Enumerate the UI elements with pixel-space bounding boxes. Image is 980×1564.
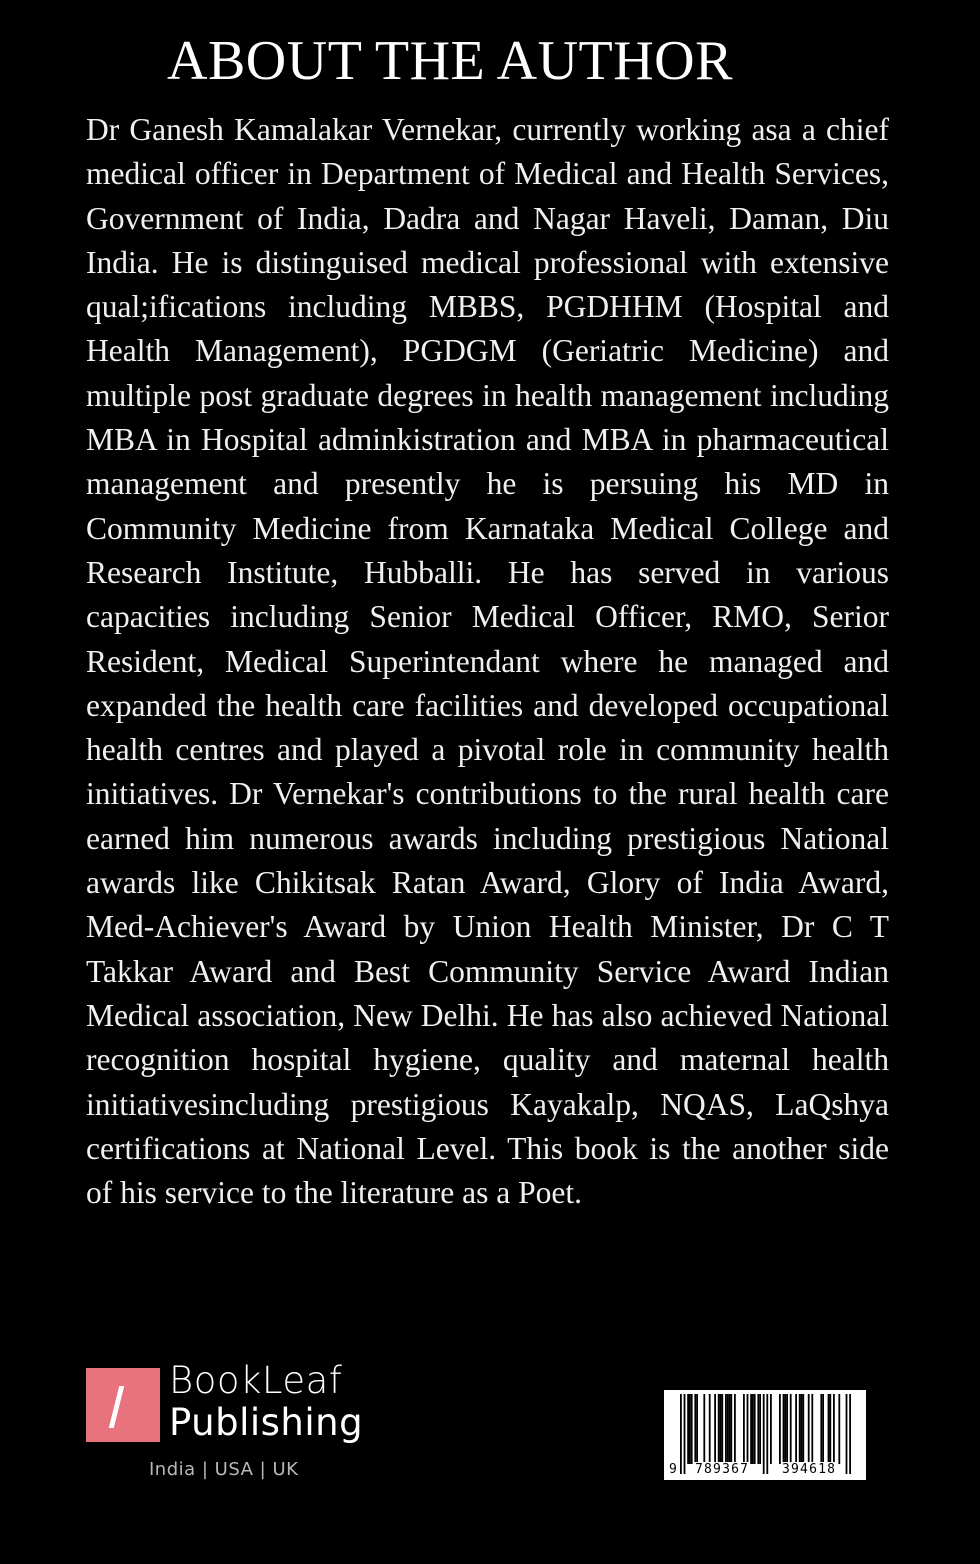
barcode-bar: [786, 1394, 788, 1464]
barcode-left-digits: 789367: [695, 1462, 750, 1477]
section-heading: ABOUT THE AUTHOR: [167, 30, 733, 92]
barcode-bar: [703, 1394, 705, 1464]
publisher-logo: [86, 1359, 386, 1486]
barcode-bar: [822, 1394, 824, 1464]
barcode-bar: [691, 1394, 693, 1464]
barcode-bar: [747, 1394, 749, 1464]
barcode-bar: [729, 1394, 731, 1464]
barcode-bar: [718, 1394, 720, 1464]
barcode-bar: [820, 1394, 822, 1464]
barcode-bar: [727, 1394, 729, 1464]
barcode-bar: [720, 1394, 722, 1464]
barcode-bar: [802, 1394, 804, 1464]
barcode-bar: [833, 1394, 835, 1464]
barcode-lead-digit: 9: [669, 1462, 677, 1477]
barcode-bar: [694, 1394, 696, 1464]
barcode-bar: [730, 1394, 732, 1464]
barcode-bar: [808, 1394, 810, 1464]
barcode-right-digits: 394618: [782, 1462, 837, 1477]
barcode-bar: [696, 1394, 698, 1464]
barcode-bar: [838, 1394, 840, 1464]
barcode-bar: [799, 1394, 801, 1464]
slash-mark: [109, 1386, 124, 1428]
barcode-bar: [770, 1394, 772, 1464]
publisher-name-line1: BookLeaf: [169, 1359, 343, 1402]
barcode-bar: [759, 1394, 761, 1464]
author-bio: Dr Ganesh Kamalakar Vernekar, currently working asa a chief medical officer in Department of Medical and Health Services, Government of India, Dadra and Nagar Haveli, Daman, Diu India. He is distinguised medical professional with extensive qual;ifications including MBBS, PGDHHM (Hospital and Health Management), PGDGM (Geriatric Medicine) and multiple post graduate degrees in health management including MBA in Hospital adminkistration and MBA in pharmaceutical management and presently he is persuing his MD in Community Medicine from Karnataka Medical College and Research Institute, Hubballi. He has served in various capacities including Senior Medical Officer, RMO, Serior Resident, Medical Superintendant where he managed and expanded the health care facilities and developed occupational health centres and played a pivotal role in community health initiatives. Dr Vernekar's contributions to the rural health care earned him numerous awards including prestigious National awards like Chikitsak Ratan Award, Glory of India Award, Med-Achiever's Award by Union Health Minister, Dr C T Takkar Award and Best Community Service Award Indian Medical association, New Delhi. He has also achieved National recognition hospital hygiene, quality and maternal health initiativesincluding prestigious Kayakalp, NQAS, LaQshya certifications at National Level. This book is the another side of his service to the literature as a Poet.: [86, 112, 889, 1211]
barcode-bar: [721, 1394, 723, 1464]
barcode-bar: [790, 1394, 792, 1464]
barcode-bar: [784, 1394, 786, 1464]
barcode-bar: [754, 1394, 756, 1464]
barcode-bar: [779, 1394, 781, 1464]
barcode-bar: [743, 1394, 745, 1464]
barcode-digits: [664, 1462, 866, 1478]
barcode-bar: [829, 1394, 831, 1464]
barcode-bar: [783, 1394, 785, 1464]
barcode-bar: [757, 1394, 759, 1464]
barcode-bar: [687, 1394, 689, 1464]
barcode-bar: [734, 1394, 736, 1464]
barcode-bar: [811, 1394, 813, 1464]
barcode-bar: [752, 1394, 754, 1464]
barcode-bar: [750, 1394, 752, 1464]
barcode-bar: [689, 1394, 691, 1464]
barcode-bar: [795, 1394, 797, 1464]
barcode-bar: [709, 1394, 711, 1464]
barcode-bar: [801, 1394, 803, 1464]
publisher-regions: India | USA | UK: [149, 1459, 299, 1480]
barcode-bar: [828, 1394, 830, 1464]
barcode-bar: [725, 1394, 727, 1464]
slash-square-icon: [86, 1368, 160, 1442]
publisher-name-line2: Publishing: [169, 1401, 364, 1444]
isbn-barcode: [664, 1390, 866, 1480]
barcode-bar: [714, 1394, 716, 1464]
